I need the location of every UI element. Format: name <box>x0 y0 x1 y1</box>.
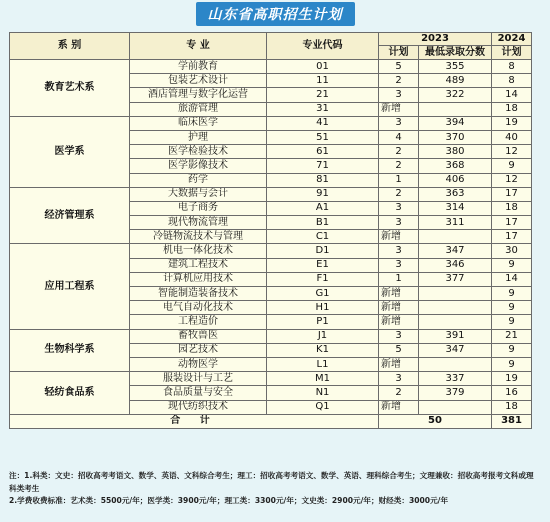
note-line-1: 注：1.科类：文史：招收高考考语文、数学、英语、文科综合考生；理工：招收高考考语文、数学、英语、理科综合考生；文理兼收：招收高考报考文科或理科类考生 <box>9 471 534 493</box>
code-cell: D1 <box>267 244 379 258</box>
notes <box>9 470 541 508</box>
major-cell: 包装艺术设计 <box>130 74 267 88</box>
min-score-cell: 346 <box>419 258 492 272</box>
min-score-cell: 363 <box>419 187 492 201</box>
code-cell: H1 <box>267 301 379 315</box>
major-cell: 冷链物流技术与管理 <box>130 230 267 244</box>
plan-2024-cell: 12 <box>492 145 532 159</box>
plan-2024-cell: 14 <box>492 88 532 102</box>
major-cell: 临床医学 <box>130 116 267 130</box>
plan-2023-cell: 2 <box>379 187 419 201</box>
min-score-cell <box>419 287 492 301</box>
plan-2023-cell: 1 <box>379 272 419 286</box>
total-label: 合 计 <box>10 414 379 428</box>
plan-2023-cell: 新增 <box>379 230 419 244</box>
plan-2024-cell: 9 <box>492 159 532 173</box>
min-score-cell: 311 <box>419 216 492 230</box>
code-cell: L1 <box>267 357 379 371</box>
table-body <box>10 60 532 415</box>
plan-2023-cell: 3 <box>379 88 419 102</box>
code-cell: 81 <box>267 173 379 187</box>
plan-2023-cell: 新增 <box>379 287 419 301</box>
min-score-cell <box>419 357 492 371</box>
code-cell: G1 <box>267 287 379 301</box>
major-cell: 旅游管理 <box>130 102 267 116</box>
dept-name: 医学系 <box>10 116 130 187</box>
table-row <box>10 116 532 130</box>
min-score-cell <box>419 230 492 244</box>
min-score-cell: 314 <box>419 201 492 215</box>
major-cell: 护理 <box>130 130 267 144</box>
header-row-1 <box>10 33 532 46</box>
enrollment-plan-table <box>9 32 532 429</box>
major-cell: 园艺技术 <box>130 343 267 357</box>
major-cell: 畜牧兽医 <box>130 329 267 343</box>
code-cell: J1 <box>267 329 379 343</box>
total-row <box>10 414 532 428</box>
min-score-cell: 370 <box>419 130 492 144</box>
note-line-2: 2.学费收费标准：艺术类：5500元/年；医学类：3900元/年；理工类：3300元/年；文史类：2900元/年；财经类：3000元/年 <box>9 496 449 505</box>
min-score-cell <box>419 102 492 116</box>
plan-2023-cell: 新增 <box>379 400 419 414</box>
dept-name: 应用工程系 <box>10 244 130 329</box>
header-min-score: 最低录取分数 <box>419 46 492 60</box>
title-bar <box>0 2 550 26</box>
code-cell: 71 <box>267 159 379 173</box>
min-score-cell: 368 <box>419 159 492 173</box>
plan-2024-cell: 18 <box>492 400 532 414</box>
major-cell: 食品质量与安全 <box>130 386 267 400</box>
code-cell: 21 <box>267 88 379 102</box>
plan-2024-cell: 18 <box>492 201 532 215</box>
plan-2023-cell: 3 <box>379 258 419 272</box>
major-cell: 大数据与会计 <box>130 187 267 201</box>
code-cell: F1 <box>267 272 379 286</box>
plan-2023-cell: 2 <box>379 74 419 88</box>
code-cell: P1 <box>267 315 379 329</box>
code-cell: 31 <box>267 102 379 116</box>
min-score-cell <box>419 301 492 315</box>
code-cell: 91 <box>267 187 379 201</box>
code-cell: 41 <box>267 116 379 130</box>
table-row <box>10 329 532 343</box>
dept-name: 轻纺食品系 <box>10 372 130 415</box>
major-cell: 现代物流管理 <box>130 216 267 230</box>
plan-2023-cell: 5 <box>379 60 419 74</box>
code-cell: K1 <box>267 343 379 357</box>
plan-2024-cell: 16 <box>492 386 532 400</box>
dept-name: 经济管理系 <box>10 187 130 244</box>
major-cell: 电子商务 <box>130 201 267 215</box>
plan-2024-cell: 9 <box>492 357 532 371</box>
header-plan-2023: 计划 <box>379 46 419 60</box>
plan-2023-cell: 新增 <box>379 102 419 116</box>
header-code: 专业代码 <box>267 33 379 60</box>
plan-2023-cell: 5 <box>379 343 419 357</box>
plan-2023-cell: 新增 <box>379 315 419 329</box>
major-cell: 智能制造装备技术 <box>130 287 267 301</box>
min-score-cell: 322 <box>419 88 492 102</box>
plan-2024-cell: 12 <box>492 173 532 187</box>
header-major: 专 业 <box>130 33 267 60</box>
plan-2024-cell: 9 <box>492 301 532 315</box>
code-cell: 01 <box>267 60 379 74</box>
min-score-cell: 391 <box>419 329 492 343</box>
plan-2024-cell: 17 <box>492 230 532 244</box>
plan-2024-cell: 19 <box>492 116 532 130</box>
plan-2023-cell: 4 <box>379 130 419 144</box>
plan-2023-cell: 3 <box>379 116 419 130</box>
table-row <box>10 187 532 201</box>
table-row <box>10 60 532 74</box>
min-score-cell: 380 <box>419 145 492 159</box>
plan-2024-cell: 8 <box>492 74 532 88</box>
code-cell: Q1 <box>267 400 379 414</box>
header-plan-2024: 计划 <box>492 46 532 60</box>
total-2024: 381 <box>492 414 532 428</box>
table-row <box>10 244 532 258</box>
min-score-cell: 406 <box>419 173 492 187</box>
plan-2023-cell: 3 <box>379 201 419 215</box>
min-score-cell <box>419 400 492 414</box>
plan-2023-cell: 新增 <box>379 357 419 371</box>
plan-2024-cell: 8 <box>492 60 532 74</box>
plan-2024-cell: 9 <box>492 343 532 357</box>
plan-2024-cell: 19 <box>492 372 532 386</box>
code-cell: N1 <box>267 386 379 400</box>
code-cell: E1 <box>267 258 379 272</box>
plan-2024-cell: 14 <box>492 272 532 286</box>
code-cell: A1 <box>267 201 379 215</box>
min-score-cell: 394 <box>419 116 492 130</box>
header-year-2023: 2023 <box>379 33 492 46</box>
header-dept: 系 别 <box>10 33 130 60</box>
plan-2024-cell: 17 <box>492 216 532 230</box>
code-cell: 51 <box>267 130 379 144</box>
min-score-cell: 337 <box>419 372 492 386</box>
plan-2024-cell: 18 <box>492 102 532 116</box>
major-cell: 计算机应用技术 <box>130 272 267 286</box>
major-cell: 电气自动化技术 <box>130 301 267 315</box>
code-cell: B1 <box>267 216 379 230</box>
plan-2023-cell: 1 <box>379 173 419 187</box>
code-cell: M1 <box>267 372 379 386</box>
major-cell: 药学 <box>130 173 267 187</box>
plan-2023-cell: 新增 <box>379 301 419 315</box>
major-cell: 建筑工程技术 <box>130 258 267 272</box>
plan-2024-cell: 9 <box>492 287 532 301</box>
min-score-cell: 489 <box>419 74 492 88</box>
total-2023: 50 <box>379 414 492 428</box>
min-score-cell <box>419 315 492 329</box>
plan-2024-cell: 9 <box>492 315 532 329</box>
code-cell: 61 <box>267 145 379 159</box>
min-score-cell: 347 <box>419 244 492 258</box>
major-cell: 医学检验技术 <box>130 145 267 159</box>
dept-name: 教育艺术系 <box>10 60 130 117</box>
major-cell: 服装设计与工艺 <box>130 372 267 386</box>
code-cell: 11 <box>267 74 379 88</box>
plan-2024-cell: 21 <box>492 329 532 343</box>
major-cell: 学前教育 <box>130 60 267 74</box>
plan-2023-cell: 3 <box>379 244 419 258</box>
min-score-cell: 347 <box>419 343 492 357</box>
plan-2023-cell: 2 <box>379 159 419 173</box>
min-score-cell: 379 <box>419 386 492 400</box>
plan-2023-cell: 2 <box>379 386 419 400</box>
major-cell: 酒店管理与数字化运营 <box>130 88 267 102</box>
header-year-2024: 2024 <box>492 33 532 46</box>
major-cell: 现代纺织技术 <box>130 400 267 414</box>
min-score-cell: 377 <box>419 272 492 286</box>
plan-2024-cell: 9 <box>492 258 532 272</box>
plan-2023-cell: 3 <box>379 372 419 386</box>
plan-2023-cell: 3 <box>379 216 419 230</box>
major-cell: 工程造价 <box>130 315 267 329</box>
plan-2023-cell: 2 <box>379 145 419 159</box>
min-score-cell: 355 <box>419 60 492 74</box>
table-row <box>10 372 532 386</box>
plan-2023-cell: 3 <box>379 329 419 343</box>
major-cell: 动物医学 <box>130 357 267 371</box>
plan-2024-cell: 40 <box>492 130 532 144</box>
page-title: 山东省高职招生计划 <box>196 2 355 26</box>
plan-2024-cell: 30 <box>492 244 532 258</box>
dept-name: 生物科学系 <box>10 329 130 372</box>
plan-2024-cell: 17 <box>492 187 532 201</box>
major-cell: 机电一体化技术 <box>130 244 267 258</box>
code-cell: C1 <box>267 230 379 244</box>
major-cell: 医学影像技术 <box>130 159 267 173</box>
